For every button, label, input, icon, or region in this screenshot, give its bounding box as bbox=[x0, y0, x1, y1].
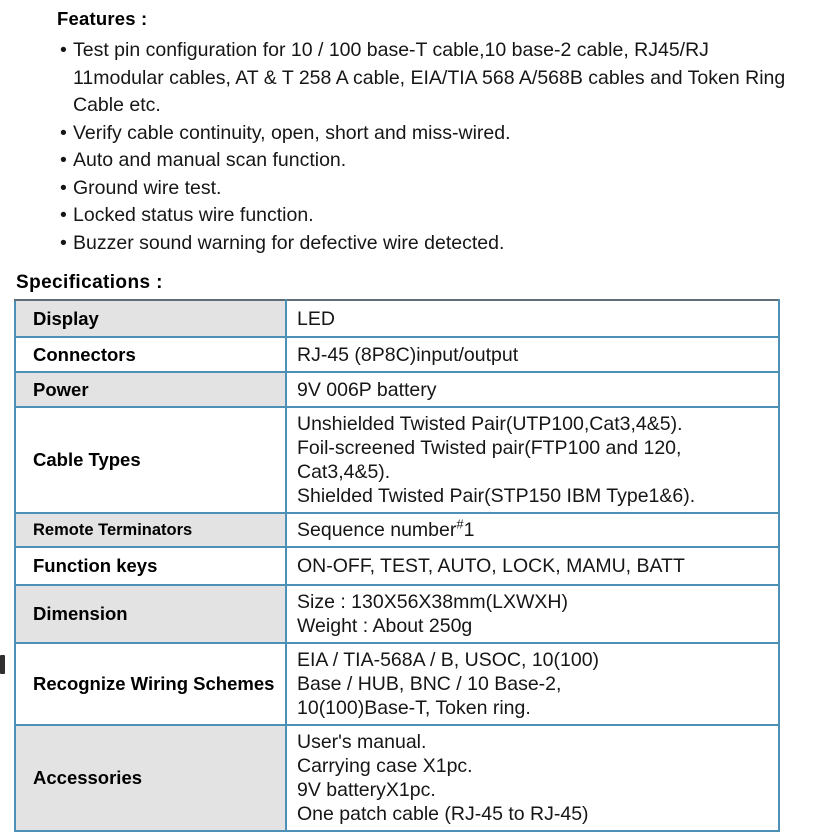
specifications-heading: Specifications : bbox=[16, 272, 163, 293]
spec-label: Connectors bbox=[15, 337, 286, 372]
spec-row bbox=[15, 725, 779, 831]
bullet-glyph: • bbox=[60, 204, 67, 226]
feature-text: Buzzer sound warning for defective wire detected. bbox=[73, 231, 505, 254]
bullet-glyph: • bbox=[60, 149, 67, 171]
spec-value-line: 10(100)Base-T, Token ring. bbox=[297, 697, 531, 719]
spec-value-line: ON-OFF, TEST, AUTO, LOCK, MAMU, BATT bbox=[297, 555, 685, 577]
spec-label: Accessories bbox=[15, 725, 286, 831]
specifications-table bbox=[14, 299, 780, 832]
scan-artifact-mark bbox=[0, 655, 5, 674]
feature-item bbox=[60, 37, 790, 120]
spec-row bbox=[15, 643, 779, 725]
spec-label: Power bbox=[15, 372, 286, 407]
feature-text: Auto and manual scan function. bbox=[73, 149, 347, 171]
spec-value-line: 9V batteryX1pc. bbox=[297, 779, 436, 801]
spec-label: Display bbox=[15, 300, 286, 337]
feature-item bbox=[60, 175, 790, 203]
spec-label: Cable Types bbox=[15, 407, 286, 513]
spec-value-line: Unshielded Twisted Pair(UTP100,Cat3,4&5). bbox=[297, 413, 683, 435]
spec-row bbox=[15, 585, 779, 643]
spec-value bbox=[286, 300, 779, 337]
spec-value-line: One patch cable (RJ-45 to RJ-45) bbox=[297, 803, 589, 825]
spec-value-line: LED bbox=[297, 307, 335, 330]
features-list bbox=[57, 37, 790, 257]
spec-value bbox=[286, 513, 779, 547]
bullet-glyph: • bbox=[60, 121, 67, 144]
spec-value-line: User's manual. bbox=[297, 731, 427, 753]
spec-label: Dimension bbox=[15, 585, 286, 643]
spec-row bbox=[15, 372, 779, 407]
spec-value bbox=[286, 372, 779, 407]
spec-value bbox=[286, 643, 779, 725]
spec-row bbox=[15, 513, 779, 547]
spec-value-line: Cat3,4&5). bbox=[297, 461, 391, 483]
feature-item bbox=[60, 202, 790, 230]
feature-text: Verify cable continuity, open, short and miss-wired. bbox=[73, 121, 511, 144]
spec-label: Remote Terminators bbox=[15, 513, 286, 547]
feature-text: Ground wire test. bbox=[73, 176, 222, 199]
spec-row bbox=[15, 337, 779, 372]
spec-label: Function keys bbox=[15, 547, 286, 585]
feature-item bbox=[60, 120, 790, 148]
superscript: # bbox=[456, 516, 464, 532]
spec-value-line: 9V 006P battery bbox=[297, 378, 437, 401]
feature-item bbox=[60, 147, 790, 175]
spec-value bbox=[286, 337, 779, 372]
spec-value-line: Shielded Twisted Pair(STP150 IBM Type1&6). bbox=[297, 485, 696, 507]
spec-row bbox=[15, 547, 779, 585]
specifications-section bbox=[14, 272, 818, 832]
spec-value-line: Carrying case X1pc. bbox=[297, 755, 473, 777]
bullet-glyph: • bbox=[60, 231, 67, 254]
spec-value bbox=[286, 407, 779, 513]
features-heading: Features : bbox=[57, 8, 148, 29]
spec-row bbox=[15, 407, 779, 513]
bullet-glyph: • bbox=[60, 176, 67, 199]
spec-value-line: EIA / TIA-568A / B, USOC, 10(100) bbox=[297, 649, 600, 671]
spec-value-line: Base / HUB, BNC / 10 Base-2, bbox=[297, 673, 562, 695]
spec-value-line: Sequence number#1 bbox=[297, 516, 475, 541]
feature-text: Locked status wire function. bbox=[73, 204, 314, 226]
features-section bbox=[57, 8, 818, 257]
spec-value bbox=[286, 725, 779, 831]
bullet-glyph: • bbox=[60, 39, 67, 61]
spec-label: Recognize Wiring Schemes bbox=[15, 643, 286, 725]
spec-value-line: Weight : About 250g bbox=[297, 615, 473, 637]
spec-value-line: Size : 130X56X38mm(LXWXH) bbox=[297, 591, 568, 613]
feature-text: Test pin configuration for 10 / 100 base-T cable,10 base-2 cable, RJ45/RJ 11modular cables, AT & T 258 A cable, EIA/TIA 568 A/568B cables and Token Ring Cable etc. bbox=[73, 39, 786, 116]
page bbox=[0, 8, 818, 832]
feature-item bbox=[60, 230, 790, 258]
spec-value-line: Foil-screened Twisted pair(FTP100 and 120, bbox=[297, 437, 682, 459]
spec-value bbox=[286, 547, 779, 585]
specifications-table-body bbox=[15, 300, 779, 831]
spec-row bbox=[15, 300, 779, 337]
spec-value-line: RJ-45 (8P8C)input/output bbox=[297, 343, 519, 366]
spec-value bbox=[286, 585, 779, 643]
